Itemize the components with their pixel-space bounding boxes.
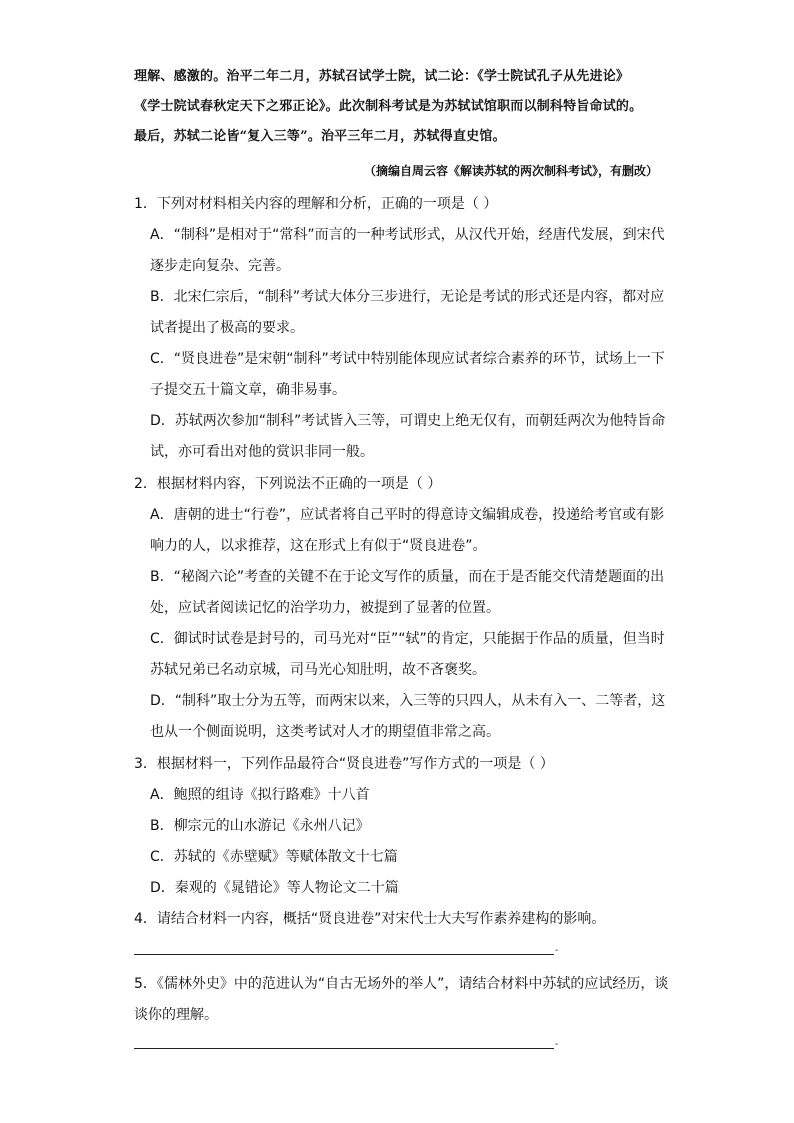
- passage-line: 最后，苏轼二论皆“复入三等”。治平三年二月，苏轼得直史馆。: [134, 129, 506, 144]
- answer-line[interactable]: [134, 1048, 554, 1049]
- question-1-option-d-cont: 试，亦可看出对他的赏识非同一般。: [150, 444, 374, 460]
- question-2-option-c: C．御试时试卷是封号的，司马光对“臣”“轼”的肯定，只能据于作品的质量，但当时: [150, 631, 665, 647]
- question-2-option-a: A．唐朝的进士“行卷”，应试者将自己平时的得意诗文编辑成卷，投递给考官或有影: [150, 507, 665, 523]
- answer-line-end: -: [555, 945, 559, 956]
- question-2-option-a-cont: 响力的人，以求推荐，这在形式上有似于“贤良进卷”。: [150, 538, 487, 554]
- question-1-option-b-cont: 试者提出了极高的要求。: [150, 320, 304, 336]
- question-1-option-c: C．“贤良进卷”是宋朝“制科”考试中特别能体现应试者综合素养的环节，试场上一下: [150, 351, 665, 367]
- question-5-stem-cont: 谈你的理解。: [134, 1007, 218, 1023]
- question-2-option-d-cont: 也从一个侧面说明，这类考试对人才的期望值非常之高。: [150, 724, 500, 740]
- question-3-stem: 3．根据材料一，下列作品最符合“贤良进卷”写作方式的一项是（ ）: [134, 756, 554, 772]
- question-1-option-d: D．苏轼两次参加“制科”考试皆入三等，可谓史上绝无仅有，而朝廷两次为他特旨命: [150, 413, 666, 429]
- passage-line: 《学士院试春秋定天下之邪正论》。此次制科考试是为苏轼试馆职而以制科特旨命试的。: [134, 99, 643, 114]
- question-2-option-b: B．“秘阁六论”考查的关键不在于论文写作的质量，而在于是否能交代清楚题面的出: [150, 569, 665, 585]
- question-5-stem: 5．《儒林外史》中的范进认为“自古无场外的举人”，请结合材料中苏轼的应试经历，谈: [134, 976, 669, 992]
- question-2-option-d: D．“制科”取士分为五等，而两宋以来，入三等的只四人，从未有入一、二等者，这: [150, 693, 666, 709]
- question-2-option-c-cont: 苏轼兄弟已名动京城，司马光心知肚明，故不吝褒奖。: [150, 662, 486, 678]
- answer-line[interactable]: [134, 954, 554, 955]
- question-3-option-d: D．秦观的《晁错论》等人物论文二十篇: [150, 880, 399, 896]
- passage-source: （摘编自周云容《解读苏轼的两次制科考试》，有删改）: [363, 164, 658, 178]
- question-3-option-c: C．苏轼的《赤壁赋》等赋体散文十七篇: [150, 849, 398, 865]
- question-3-option-a: A．鲍照的组诗《拟行路难》十八首: [150, 787, 370, 803]
- answer-line-end: -: [555, 1039, 559, 1050]
- question-1-option-a-cont: 逐步走向复杂、完善。: [150, 258, 290, 274]
- question-1-option-a: A．“制科”是相对于“常科”而言的一种考试形式，从汉代开始，经唐代发展，到宋代: [150, 227, 665, 243]
- question-1-option-c-cont: 子提交五十篇文章，确非易事。: [150, 382, 346, 398]
- question-4-stem: 4．请结合材料一内容，概括“贤良进卷”对宋代士大夫写作素养建构的影响。: [134, 911, 606, 927]
- question-2-stem: 2．根据材料内容，下列说法不正确的一项是（ ）: [134, 476, 442, 492]
- question-1-stem: 1．下列对材料相关内容的理解和分析，正确的一项是（ ）: [134, 196, 498, 212]
- question-2-option-b-cont: 处，应试者阅读记忆的治学功力，被提到了显著的位置。: [150, 600, 500, 616]
- passage-line: 理解、感激的。治平二年二月，苏轼召试学士院，试二论：《学士院试孔子从先进论》: [134, 69, 630, 84]
- passage-text: [134, 62, 674, 152]
- question-1-option-b: B．北宋仁宗后，“制科”考试大体分三步进行，无论是考试的形式还是内容，都对应: [150, 289, 665, 305]
- question-3-option-b: B．柳宗元的山水游记《永州八记》: [150, 818, 370, 834]
